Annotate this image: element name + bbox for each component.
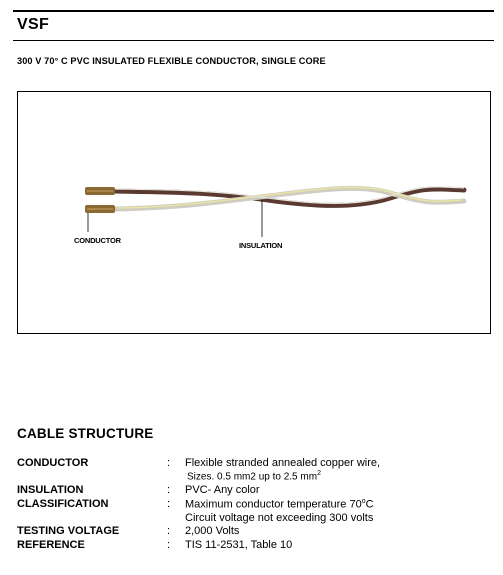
conductor-callout: CONDUCTOR — [74, 236, 121, 245]
reference-value: TIS 11-2531, Table 10 — [185, 539, 293, 551]
insulation-label: INSULATION — [17, 484, 84, 496]
header-rule — [13, 40, 494, 41]
section-title: CABLE STRUCTURE — [17, 426, 154, 441]
classification-value-2: Circuit voltage not exceeding 300 volts — [185, 512, 374, 524]
insulation-colon: : — [167, 484, 171, 496]
insulation-callout: INSULATION — [239, 241, 283, 250]
cable-figure — [17, 91, 491, 334]
testing-voltage-value: 2,000 Volts — [185, 525, 240, 537]
reference-colon: : — [167, 539, 171, 551]
product-code: VSF — [17, 16, 50, 33]
classification-colon: : — [167, 498, 171, 510]
reference-label: REFERENCE — [17, 539, 85, 551]
insulation-value: PVC- Any color — [185, 484, 260, 496]
conductor-colon: : — [167, 457, 171, 469]
product-subtitle: 300 V 70° C PVC INSULATED FLEXIBLE CONDUCTOR, SINGLE CORE — [17, 56, 326, 66]
conductor-sizes: Sizes. 0.5 mm2 up to 2.5 $mm^2$ — [187, 470, 321, 483]
testing-voltage-colon: : — [167, 525, 171, 537]
conductor-value: Flexible stranded annealed copper wire, — [185, 457, 381, 469]
testing-voltage-label: TESTING VOLTAGE — [17, 525, 120, 537]
conductor-label: CONDUCTOR — [17, 457, 89, 469]
classification-value: Maximum conductor temperature 70$^o$C — [185, 498, 374, 511]
cable-illustration — [18, 92, 490, 333]
classification-label: CLASSIFICATION — [17, 498, 109, 510]
top-rule — [13, 10, 494, 12]
